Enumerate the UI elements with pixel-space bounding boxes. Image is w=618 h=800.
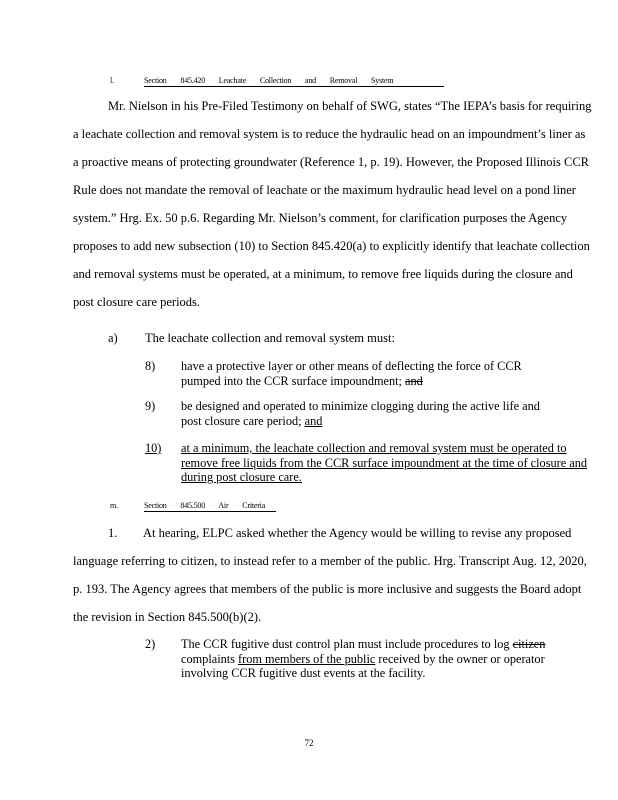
paragraph-leachate	[73, 92, 593, 316]
added-text: from members of the public	[238, 651, 376, 666]
paragraph-number: 1.	[108, 526, 118, 540]
struck-text: citizen	[512, 637, 546, 651]
page-number: 72	[304, 738, 314, 748]
paragraph-air-criteria	[73, 519, 593, 631]
subsection-label: 10)	[145, 441, 162, 455]
subsection-label: 9)	[145, 399, 156, 413]
list-label: a)	[108, 331, 118, 345]
heading-number: l.	[110, 76, 114, 85]
subsection-text: at a minimum, the leachate collection and removal system must be operated to remove free liquids from the CCR surface impoundment at the time of closure and during post closure care.	[181, 441, 588, 484]
heading-title: Section 845.500 Air Criteria	[144, 501, 276, 512]
subsection-text-cont: post closure care period;	[181, 413, 305, 428]
paragraph-text: At hearing, ELPC asked whether the Agency would be willing to revise any proposed language referring to citizen, to instead refer to a member of the public. Hrg. Transcript Aug. 12, 2020, p. 193. The Agency agrees that members of the public is more inclusive and suggests the Board adopt the revision in Section 845.500(b)(2).	[73, 526, 587, 624]
subsection-text: be designed and operated to minimize clogging during the active life and	[181, 399, 540, 413]
paragraph-text: Mr. Nielson in his Pre-Filed Testimony on behalf of SWG, states “The IEPA’s basis for requiring a leachate collection and removal system is to reduce the hydraulic head on an impoundment’s liner as a proactive means of protecting groundwater (Reference 1, p. 19). However, the Proposed Illinois CCR Rule does not mandate the removal of leachate or the maximum hydraulic head level on a pond liner system.” Hrg. Ex. 50 p.6. Regarding Mr. Nielson’s comment, for clarification purposes the Agency proposes to add new subsection (10) to Section 845.420(a) to explicitly identify that leachate collection and removal systems must be operated, at a minimum, to remove free liquids during the closure and post closure care periods.	[73, 99, 592, 309]
heading-number: m.	[110, 501, 118, 510]
subsection-text: have a protective layer or other means of deflecting the force of CCR	[181, 359, 522, 373]
added-text: and	[304, 413, 323, 428]
heading-title: Section 845.420 Leachate Collection and Removal System	[144, 76, 444, 87]
subsection-text-end: received by the owner or operator involving CCR fugitive dust events at the facility.	[181, 651, 545, 680]
subsection-text-cont: pumped into the CCR surface impoundment;	[181, 373, 406, 388]
list-text: The leachate collection and removal system must:	[145, 331, 395, 345]
subsection-text: The CCR fugitive dust control plan must include procedures to log	[181, 637, 513, 651]
subsection-label: 8)	[145, 359, 156, 373]
subsection-text-mid: complaints	[181, 651, 239, 666]
struck-text: and	[405, 373, 423, 388]
subsection-label: 2)	[145, 637, 156, 651]
